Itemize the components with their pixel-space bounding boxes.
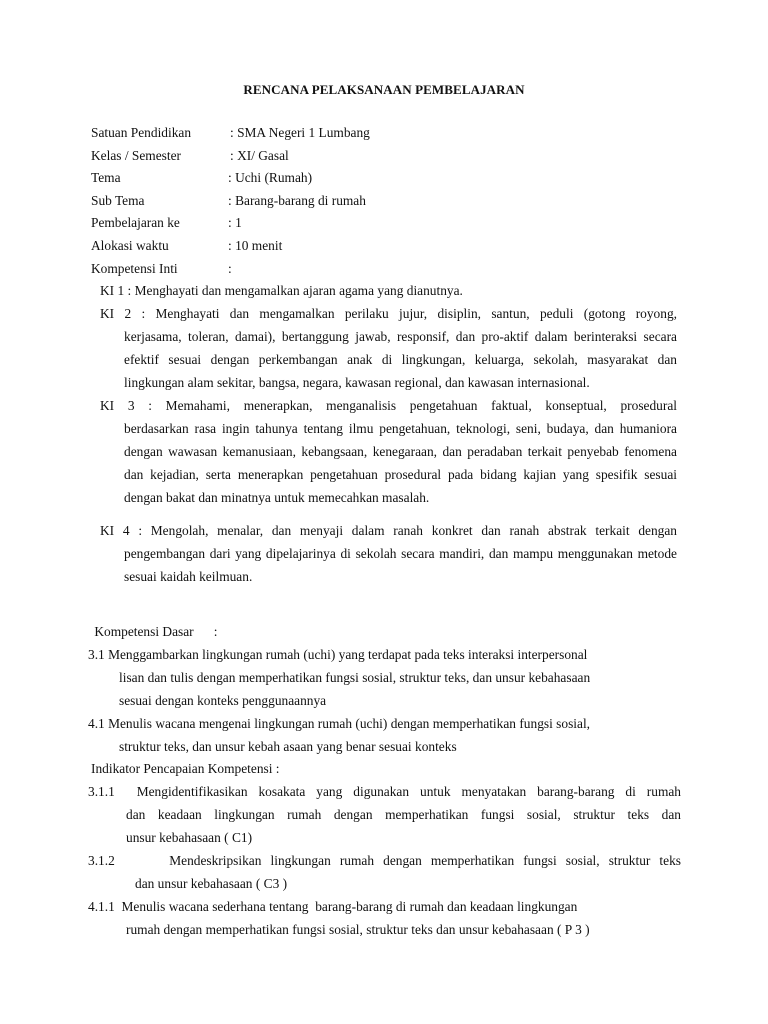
meta-value: : 1 (228, 215, 242, 231)
kompetensi-dasar-section (88, 620, 681, 758)
kd-3-1-line-3: sesuai dengan konteks penggunaannya (119, 693, 327, 708)
meta-label: Sub Tema (91, 192, 145, 208)
ki-2-first-line: KI 2 : Menghayati dan mengamalkan perilaku jujur, disiplin, santun, peduli (gotong royong, (100, 306, 677, 321)
meta-value: : Barang-barang di rumah (228, 192, 366, 208)
ki-4-continuation: pengembangan dari yang dipelajarinya di sekolah secara mandiri, dan mampu menggunakan metode sesuai kaidah keilmuan. (124, 546, 677, 584)
ipk-3-1-1-line-1: 3.1.1 Mengidentifikasikan kosakata yang digunakan untuk menyatakan barang-barang di rumah (88, 784, 681, 799)
ipk-4-1-1-line-1: 4.1.1 Menulis wacana sederhana tentang barang-barang di rumah dan keadaan lingkungan (88, 899, 578, 914)
ki-1: KI 1 : Menghayati dan mengamalkan ajaran agama yang dianutnya. (100, 283, 463, 298)
kd-4-1-line-1: 4.1 Menulis wacana mengenai lingkungan rumah (uchi) dengan memperhatikan fungsi sosial, (88, 716, 591, 731)
kd-3-1-line-2: lisan dan tulis dengan memperhatikan fungsi sosial, struktur teks, dan unsur kebahasaan (119, 670, 591, 685)
identity-table (91, 121, 370, 279)
ki-2-continuation: kerjasama, toleran, damai), bertanggung jawab, responsif, dan pro-aktif dalam berinteraksi secara efektif sesuai dengan perkembangan anak di lingkungan, keluarga, sekolah, masyarakat dan lingkungan alam sekitar, bangsa, negara, kawasan regional, dan kawasan internasional. (124, 329, 677, 390)
ki-3-continuation: berdasarkan rasa ingin tahunya tentang ilmu pengetahuan, teknologi, seni, budaya, dan humaniora dengan wawasan kemanusiaan, kebangsaan, kenegaraan, dan peradaban terkait penyebab fenomena dan kejadian, serta menerapkan pengetahuan prosedural pada bidang kajian yang spesifik sesuai dengan bakat dan minatnya untuk memecahkan masalah. (124, 421, 677, 505)
ipk-4-1-1-line-2: rumah dengan memperhatikan fungsi sosial, struktur teks dan unsur kebahasaan ( P 3 ) (126, 922, 590, 937)
meta-label: Kompetensi Inti (91, 260, 178, 276)
ki-4 (100, 519, 677, 588)
ipk-3-1-2-line-2: dan unsur kebahasaan ( C3 ) (135, 876, 288, 891)
meta-row-kompetensi-inti (91, 257, 370, 280)
indikator-section (88, 757, 681, 941)
meta-row-pembelajaran (91, 211, 370, 234)
meta-label: Alokasi waktu (91, 237, 169, 253)
ipk-3-1-2-line-1: 3.1.2 Mendeskripsikan lingkungan rumah dengan memperhatikan fungsi sosial, struktur teks (88, 853, 681, 868)
meta-label: Pembelajaran ke (91, 215, 180, 231)
meta-label: Tema (91, 170, 121, 186)
meta-row-alokasi (91, 234, 370, 257)
ki-3 (100, 394, 677, 509)
meta-value: : SMA Negeri 1 Lumbang (230, 125, 370, 140)
meta-value: : 10 menit (228, 237, 283, 253)
ipk-3-1-1-line-3: unsur kebahasaan ( C1) (126, 830, 253, 845)
indikator-heading: Indikator Pencapaian Kompetensi : (91, 761, 280, 776)
meta-row-kelas (91, 144, 370, 167)
meta-row-satuan (91, 121, 370, 144)
meta-row-tema (91, 166, 370, 189)
ki-2 (100, 302, 677, 394)
kompetensi-dasar-heading: Kompetensi Dasar : (91, 624, 218, 639)
ipk-3-1-1-line-2: dan keadaan lingkungan rumah dengan memperhatikan fungsi sosial, struktur teks dan (126, 807, 681, 822)
kompetensi-inti-list (100, 279, 677, 588)
meta-row-subtema (91, 189, 370, 212)
meta-value: : (228, 260, 232, 276)
kd-4-1-line-2: struktur teks, dan unsur kebah asaan yang benar sesuai konteks (119, 739, 457, 754)
ki-4-first-line: KI 4 : Mengolah, menalar, dan menyaji dalam ranah konkret dan ranah abstrak terkait dengan (100, 523, 677, 538)
document-title: RENCANA PELAKSANAAN PEMBELAJARAN (243, 82, 525, 97)
meta-value: : Uchi (Rumah) (228, 170, 313, 186)
kd-3-1-line-1: 3.1 Menggambarkan lingkungan rumah (uchi) yang terdapat pada teks interaksi interpersonal (88, 647, 588, 662)
ki-3-first-line: KI 3 : Memahami, menerapkan, menganalisis pengetahuan faktual, konseptual, prosedural (100, 398, 677, 413)
meta-label: Kelas / Semester (91, 147, 181, 163)
meta-value: : XI/ Gasal (230, 147, 289, 163)
meta-label: Satuan Pendidikan (91, 125, 192, 140)
